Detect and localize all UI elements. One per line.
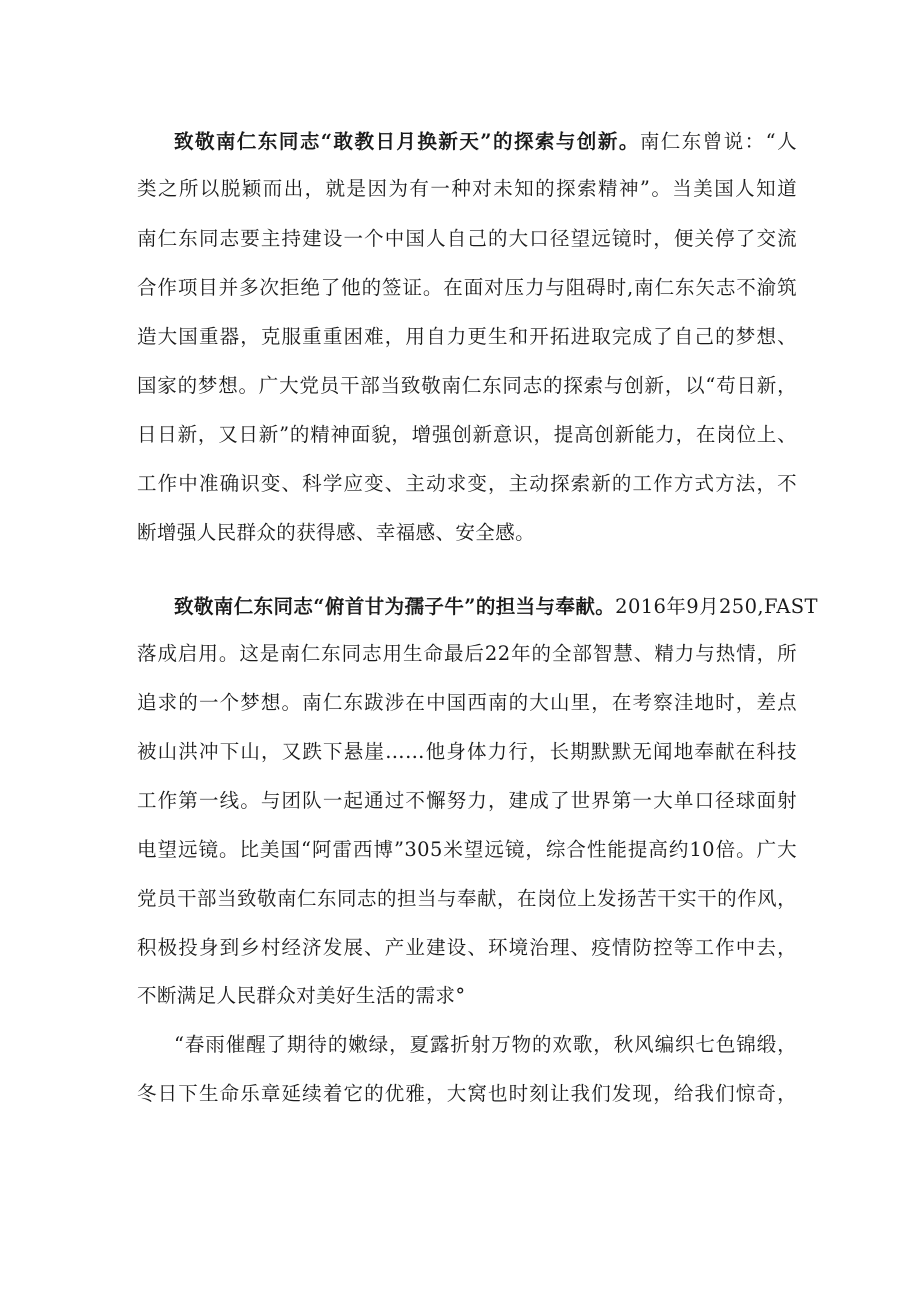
paragraph-2-line-6: 电望远镜。比美国“阿雷西博”305米望远镜，综合性能提高约10倍。广大 [137,838,797,861]
paragraph-2-line-2: 落成启用。这是南仁东同志用生命最后22年的全部智慧、精力与热情，所 [137,642,797,665]
paragraph-1-line-7: 日日新，又日新”的精神面貌，增强创新意识，提高创新能力，在岗位上、 [137,423,797,446]
paragraph-3-line-1: “春雨催醒了期待的嫩绿，夏露折射万物的欢歌，秋风编织七色锦缎， [174,1033,797,1056]
paragraph-1-line-5: 造大国重器，克服重重困难，用自力更生和开拓进取完成了自己的梦想、 [137,325,797,348]
paragraph-2-line-8: 积极投身到乡村经济发展、产业建设、环境治理、疫情防控等工作中去， [137,936,797,959]
paragraph-1-line-6: 国家的梦想。广大党员干部当致敬南仁东同志的探索与创新，以“苟日新， [137,374,797,397]
paragraph-2-line-9: 不断满足人民群众对美好生活的需求° [137,984,466,1007]
paragraph-2-line-3: 追求的一个梦想。南仁东跋涉在中国西南的大山里，在考察洼地时，差点 [137,691,797,714]
paragraph-1-lead: 致敬南仁东同志“敢教日月换新天”的探索与创新。 [174,130,640,153]
paragraph-2-lead: 致敬南仁东同志“俯首甘为孺子牛”的担当与奉献。 [174,595,616,618]
paragraph-1-line-2: 类之所以脱颖而出，就是因为有一种对未知的探索精神”。当美国人知道 [137,177,797,200]
paragraph-1-line-3: 南仁东同志要主持建设一个中国人自己的大口径望远镜时，便关停了交流 [137,227,797,250]
paragraph-1-line-1-rest: 南仁东曾说：“人 [639,130,797,153]
paragraph-1-line-4: 合作项目并多次拒绝了他的签证。在面对压力与阻碍时,南仁东矢志不渝筑 [137,276,797,299]
paragraph-3-line-2: 冬日下生命乐章延续着它的优雅，大窝也时刻让我们发现，给我们惊奇， [137,1082,797,1105]
paragraph-1-line-1 [174,129,797,155]
paragraph-2-line-4: 被山洪冲下山，又跌下悬崖……他身体力行，长期默默无闻地奉献在科技 [137,740,797,763]
paragraph-2-line-1 [174,594,818,620]
paragraph-2-line-5: 工作第一线。与团队一起通过不懈努力，建成了世界第一大单口径球面射 [137,789,797,812]
paragraph-2-line-7: 党员干部当致敬南仁东同志的担当与奉献，在岗位上发扬苦干实干的作风， [137,887,797,910]
paragraph-1-line-8: 工作中准确识变、科学应变、主动求变，主动探索新的工作方式方法，不 [137,472,797,495]
paragraph-1-line-9: 断增强人民群众的获得感、幸福感、安全感。 [137,521,536,544]
paragraph-2-line-1-rest: 2016年9月250,FAST [615,595,818,618]
